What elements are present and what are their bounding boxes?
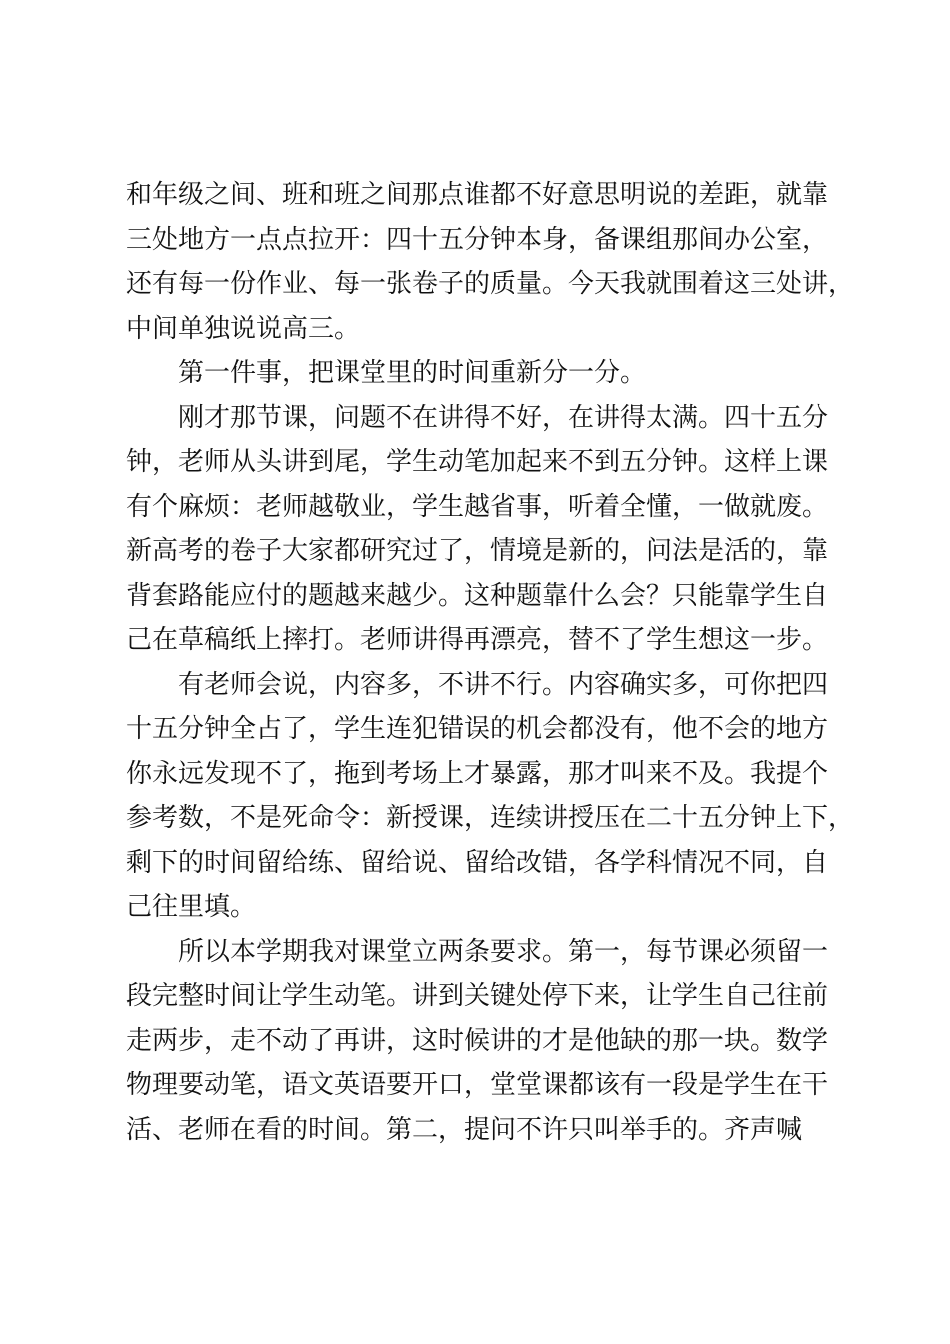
text-line: 和年级之间、班和班之间那点谁都不好意思明说的差距，就靠 <box>126 180 829 210</box>
text-line: 活、老师在看的时间。第二，提问不许只叫举手的。齐声喊 <box>126 1114 803 1145</box>
text-line: 还有每一份作业、每一张卷子的质量。今天我就围着这三处讲， <box>126 269 855 299</box>
text-line: 钟，老师从头讲到尾，学生动笔加起来不到五分钟。这样上课 <box>126 447 829 477</box>
text-line: 己往里填。 <box>126 892 257 922</box>
document-body <box>126 173 855 1152</box>
text-line: 段完整时间让学生动笔。讲到关键处停下来，让学生自己往前 <box>126 981 829 1011</box>
text-line: 走两步，走不动了再讲，这时候讲的才是他缺的那一块。数学 <box>126 1025 829 1056</box>
paragraph-first-line: 有老师会说，内容多，不讲不行。内容确实多，可你把四 <box>178 669 829 700</box>
text-line: 新高考的卷子大家都研究过了，情境是新的，问法是活的，靠 <box>126 536 829 566</box>
paragraph-first-line: 刚才那节课，问题不在讲得不好，在讲得太满。四十五分 <box>178 402 829 433</box>
text-line: 中间单独说说高三。 <box>126 313 361 344</box>
text-line: 有个麻烦：老师越敬业，学生越省事，听着全懂，一做就废。 <box>126 491 829 522</box>
text-line: 参考数，不是死命令：新授课，连续讲授压在二十五分钟上下， <box>126 803 855 833</box>
text-line: 己在草稿纸上摔打。老师讲得再漂亮，替不了学生想这一步。 <box>126 625 829 655</box>
text-line: 三处地方一点点拉开：四十五分钟本身，备课组那间办公室， <box>126 224 829 255</box>
paragraph-first-line: 第一件事，把课堂里的时间重新分一分。 <box>178 358 647 388</box>
paragraph-first-line: 所以本学期我对课堂立两条要求。第一，每节课必须留一 <box>178 936 829 967</box>
text-line: 十五分钟全占了，学生连犯错误的机会都没有，他不会的地方 <box>126 714 829 744</box>
text-line: 你永远发现不了，拖到考场上才暴露，那才叫来不及。我提个 <box>126 758 829 789</box>
text-line: 剩下的时间留给练、留给说、留给改错，各学科情况不同，自 <box>126 847 829 878</box>
text-line: 背套路能应付的题越来越少。这种题靠什么会？只能靠学生自 <box>126 580 829 611</box>
text-line: 物理要动笔，语文英语要开口，堂堂课都该有一段是学生在干 <box>126 1070 829 1100</box>
